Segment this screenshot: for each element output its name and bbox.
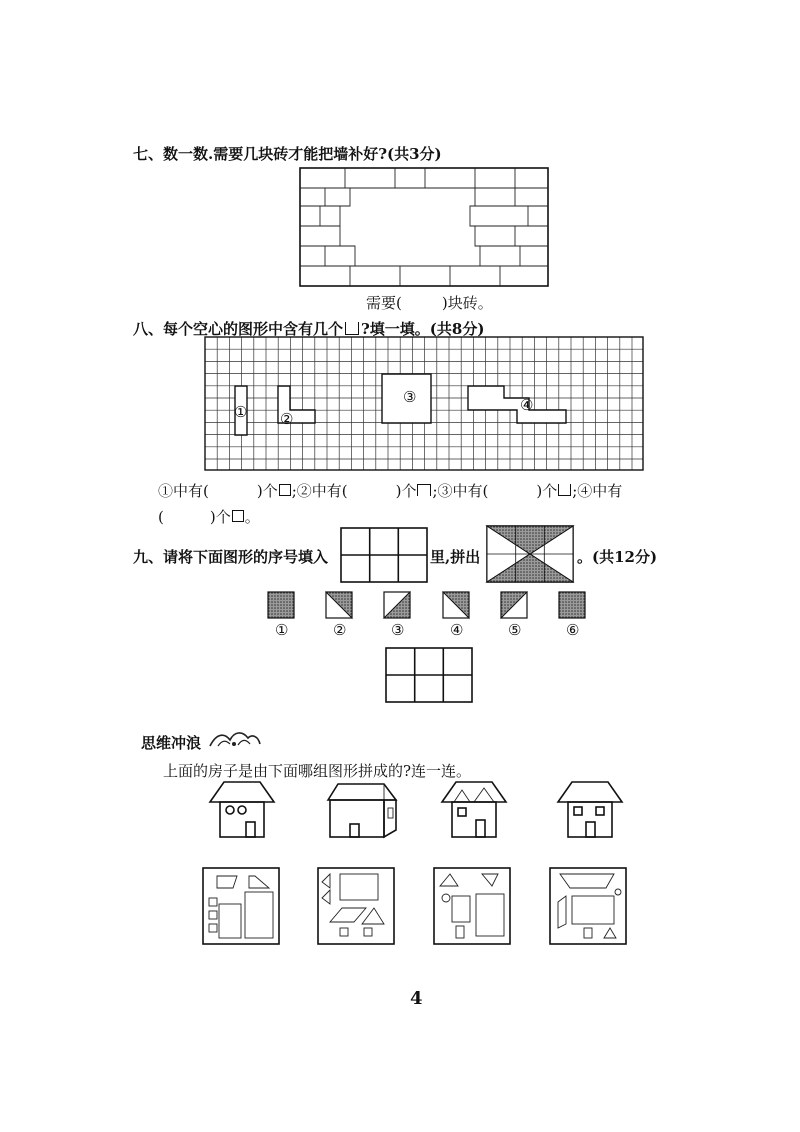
page-number: 4: [410, 988, 423, 1009]
q9-title-a: 九、请将下面图形的序号填入: [133, 548, 329, 566]
q8-title-b: ?填一填。(共8分): [361, 320, 485, 338]
tile-label-6: ⑥: [566, 621, 580, 639]
tile-label-2: ②: [333, 621, 347, 639]
house-3: [440, 780, 510, 840]
q8-a3-suffix: )个: [536, 482, 558, 500]
q7-answer-prefix: 需要(: [366, 294, 402, 312]
small-square-icon: [232, 510, 244, 522]
tile-6: [559, 592, 587, 620]
q8-label-1: ①: [234, 403, 248, 421]
q8-a2-prefix: ;②中有(: [291, 482, 348, 500]
tile-2: [326, 592, 354, 620]
q8-a1-suffix: )个: [256, 482, 278, 500]
tile-label-1: ①: [275, 621, 289, 639]
wave-decoration-icon: [208, 728, 262, 750]
q8-answers-line1: [158, 480, 622, 501]
hollow-shape-4: [468, 386, 566, 423]
q8-label-2: ②: [280, 410, 294, 428]
bonus-heading: 思维冲浪: [141, 734, 202, 752]
q8-title-a: 八、每个空心的图形中含有几个: [133, 320, 344, 338]
tile-1: [268, 592, 296, 620]
q8-a4-open: (: [158, 508, 164, 526]
shape-group-3: [434, 868, 512, 946]
q9-title-b: 里,拼出: [430, 548, 481, 566]
q8-a4-suffix: )个: [209, 508, 231, 526]
dot-grid: [205, 337, 645, 472]
tile-4: [443, 592, 471, 620]
q8-answers-line2: [158, 506, 260, 527]
tile-label-3: ③: [391, 621, 405, 639]
q7-answer-line: [366, 292, 493, 313]
bonus-instruction: 上面的房子是由下面哪组图形拼成的?连一连。: [163, 762, 472, 780]
tile-label-4: ④: [450, 621, 464, 639]
q8-period: 。: [244, 508, 260, 526]
house-2: [324, 780, 404, 840]
house-4: [556, 780, 626, 840]
brick-wall: [300, 168, 550, 288]
small-square-icon: [279, 484, 291, 496]
shape-group-4: [550, 868, 628, 946]
rect-shape-icon: [417, 484, 431, 496]
q8-label-4: ④: [520, 396, 534, 414]
q8-label-3: ③: [403, 388, 417, 406]
shape-group-2: [318, 868, 396, 946]
answer-grid-2x3: [341, 528, 429, 584]
q8-a2-suffix: )个: [395, 482, 417, 500]
bracket-shape-icon: [558, 484, 571, 496]
q8-a4-prefix: ;④中有: [572, 482, 623, 500]
q8-a3-prefix: ;③中有(: [432, 482, 489, 500]
q8-a1-prefix: ①中有(: [158, 482, 209, 500]
q9-title-c: 。(共12分): [577, 548, 658, 566]
q8-title: [133, 318, 484, 339]
tile-3: [384, 592, 412, 620]
q7-answer-suffix: )块砖。: [441, 294, 493, 312]
q7-title: 七、数一数.需要几块砖才能把墙补好?(共3分): [133, 145, 442, 163]
shape-group-1: [203, 868, 281, 946]
tile-5: [501, 592, 529, 620]
tile-label-5: ⑤: [508, 621, 522, 639]
target-pattern: [487, 526, 575, 584]
unit-square-icon: [345, 322, 359, 335]
answer-grid-bottom: [386, 648, 474, 704]
house-1: [208, 780, 278, 840]
